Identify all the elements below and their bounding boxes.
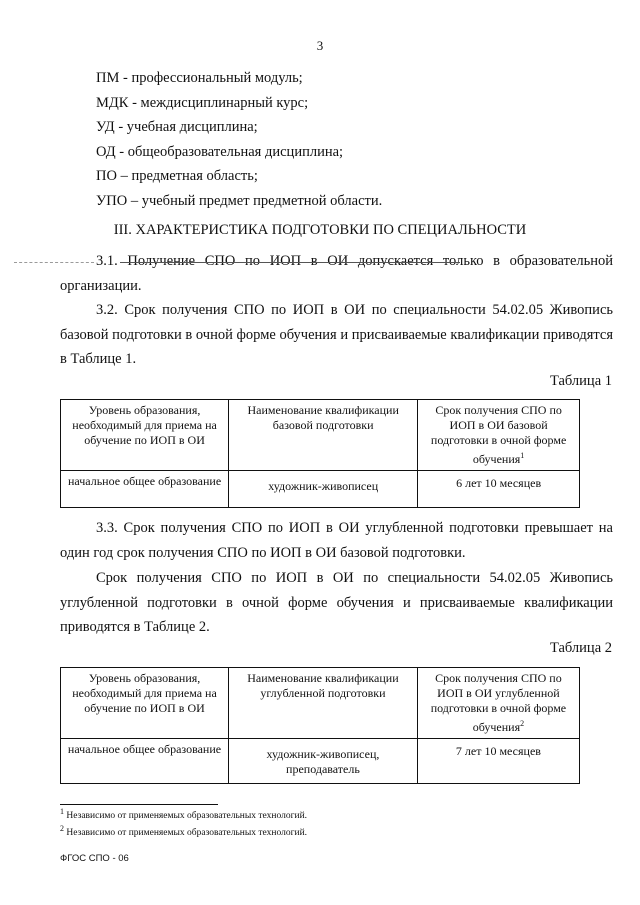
table-cell: начальное общее образование <box>61 739 229 784</box>
table-cell: художник-живописец, преподаватель <box>229 739 418 784</box>
table-cell: начальное общее образование <box>61 471 229 508</box>
paragraph-3-1: 3.1. Получение СПО по ИОП в ОИ допускается только в образовательной организации. <box>60 253 613 294</box>
document-footer: ФГОС СПО - 06 <box>60 853 129 864</box>
table-header-row <box>61 668 580 739</box>
abbreviation-item: МДК - междисциплинарный курс; <box>96 94 309 111</box>
footnote-mark: 2 <box>520 719 525 728</box>
table-header-cell: Срок получения СПО по ИОП в ОИ углубленной подготовки в очной форме обучения$^2$ <box>417 668 579 739</box>
table-header-cell: Срок получения СПО по ИОП в ОИ базовой подготовки в очной форме обучения$^1$ <box>418 400 580 471</box>
footnote-mark: 1 <box>520 451 525 460</box>
table-2 <box>60 667 580 784</box>
section-title: III. ХАРАКТЕРИСТИКА ПОДГОТОВКИ ПО СПЕЦИАЛЬНОСТИ <box>113 222 527 238</box>
table-2-caption: Таблица 2 <box>549 640 612 656</box>
abbreviation-item: ПО – предметная область; <box>96 168 258 185</box>
footnotes <box>60 806 307 839</box>
abbreviation-item: ОД - общеобразовательная дисциплина; <box>96 143 344 160</box>
abbreviation-item: УД - учебная дисциплина; <box>96 119 258 136</box>
table-1-caption: Таблица 1 <box>549 373 612 389</box>
table-header-cell: Уровень образования, необходимый для приема на обучение по ИОП в ОИ <box>61 668 229 739</box>
strike-line <box>120 262 460 263</box>
footnote-divider <box>60 804 218 805</box>
table-row <box>61 739 580 784</box>
table-header-cell: Уровень образования, необходимый для приема на обучение по ИОП в ОИ <box>61 400 229 471</box>
table-header-cell: Наименование квалификации базовой подготовки <box>229 400 418 471</box>
paragraph-table-2-intro: Срок получения СПО по ИОП в ОИ по специальности 54.02.05 Живопись углубленной подготовки в очной форме обучения и присваиваемые квалификации приводятся в Таблице 2. <box>60 570 613 636</box>
table-header-row <box>61 400 580 471</box>
table-cell: 6 лет 10 месяцев <box>418 471 580 508</box>
paragraph-3-2: 3.2. Срок получения СПО по ИОП в ОИ по специальности 54.02.05 Живопись базовой подготовки в очной форме обучения и присваиваемые квалификации приводятся в Таблице 1. <box>60 302 613 368</box>
table-header-cell: Наименование квалификации углубленной подготовки <box>229 668 418 739</box>
abbreviation-item: УПО – учебный предмет предметной области. <box>96 192 383 209</box>
table-cell: художник-живописец <box>229 471 418 508</box>
footnote: $^1$ Независимо от применяемых образовательных технологий. <box>60 807 308 822</box>
footnote: $^2$ Независимо от применяемых образовательных технологий. <box>60 823 308 838</box>
table-row <box>61 471 580 508</box>
abbreviation-list <box>96 66 382 214</box>
table-cell: 7 лет 10 месяцев <box>417 739 579 784</box>
paragraph-3-3: 3.3. Срок получения СПО по ИОП в ОИ углубленной подготовки превышает на один год срок получения СПО по ИОП в ОИ базовой подготовки. <box>60 520 613 561</box>
table-1 <box>60 399 580 508</box>
abbreviation-item: ПМ - профессиональный модуль; <box>96 70 303 86</box>
page-number: 3 <box>316 38 324 53</box>
